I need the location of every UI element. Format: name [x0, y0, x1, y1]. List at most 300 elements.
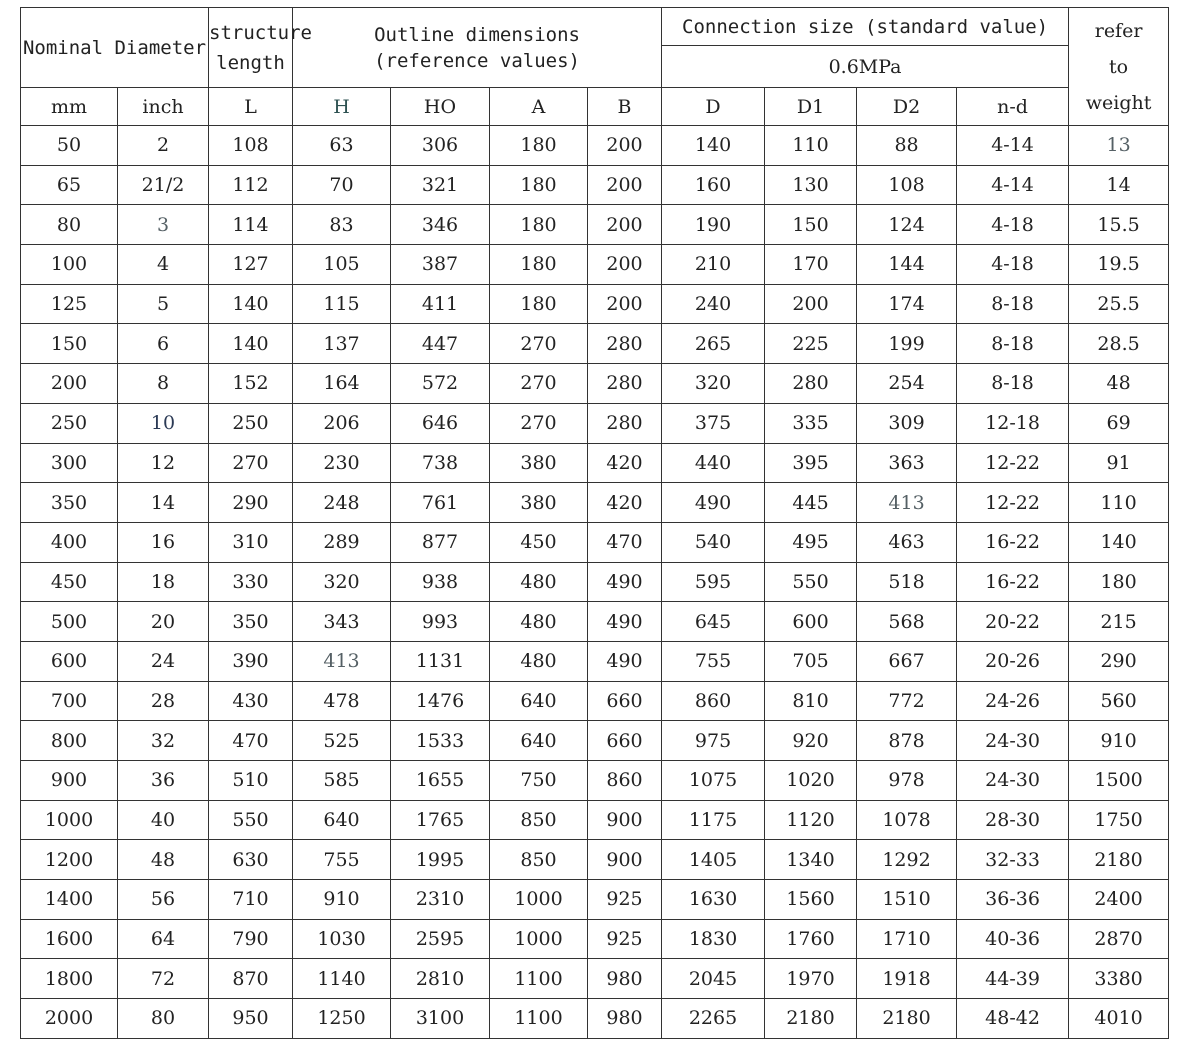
- cell-D: 265: [662, 324, 765, 364]
- cell-weight: 140: [1069, 522, 1169, 562]
- cell-B: 470: [588, 522, 662, 562]
- cell-weight: 215: [1069, 602, 1169, 642]
- header-length: length: [216, 51, 285, 74]
- cell-D: 375: [662, 403, 765, 443]
- cell-B: 925: [588, 919, 662, 959]
- cell-B: 420: [588, 443, 662, 483]
- cell-D2: 878: [857, 721, 957, 761]
- cell-weight: 3380: [1069, 959, 1169, 999]
- cell-D1: 1760: [765, 919, 857, 959]
- cell-A: 180: [490, 205, 588, 245]
- cell-weight: 180: [1069, 562, 1169, 602]
- cell-L: 470: [209, 721, 293, 761]
- cell-HO: 346: [391, 205, 490, 245]
- cell-n-d: 20-22: [957, 602, 1069, 642]
- cell-H: 1030: [293, 919, 391, 959]
- cell-H: 164: [293, 364, 391, 404]
- cell-D: 1175: [662, 800, 765, 840]
- cell-D: 540: [662, 522, 765, 562]
- header-pressure: 0.6MPa: [662, 46, 1069, 88]
- cell-D2: 88: [857, 126, 957, 166]
- header-col-D2: D2: [857, 88, 957, 126]
- cell-D2: 1918: [857, 959, 957, 999]
- cell-D2: 363: [857, 443, 957, 483]
- cell-B: 490: [588, 602, 662, 642]
- cell-B: 925: [588, 880, 662, 920]
- cell-mm: 100: [21, 245, 118, 285]
- cell-inch: 10: [118, 403, 209, 443]
- cell-inch: 16: [118, 522, 209, 562]
- cell-mm: 900: [21, 761, 118, 801]
- cell-B: 280: [588, 324, 662, 364]
- cell-B: 980: [588, 959, 662, 999]
- cell-D: 1630: [662, 880, 765, 920]
- cell-H: 137: [293, 324, 391, 364]
- cell-inch: 8: [118, 364, 209, 404]
- cell-HO: 306: [391, 126, 490, 166]
- cell-HO: 387: [391, 245, 490, 285]
- cell-D2: 144: [857, 245, 957, 285]
- cell-n-d: 48-42: [957, 999, 1069, 1039]
- header-col-mm: mm: [21, 88, 118, 126]
- cell-H: 248: [293, 483, 391, 523]
- header-outline-line-1: Outline dimensions: [374, 23, 580, 46]
- cell-A: 850: [490, 840, 588, 880]
- cell-mm: 200: [21, 364, 118, 404]
- cell-weight: 2180: [1069, 840, 1169, 880]
- header-refer-to-weight: [1069, 8, 1169, 126]
- table-row: [21, 721, 1169, 761]
- table-row: [21, 761, 1169, 801]
- cell-HO: 1131: [391, 641, 490, 681]
- cell-D1: 810: [765, 681, 857, 721]
- cell-inch: 18: [118, 562, 209, 602]
- cell-D: 210: [662, 245, 765, 285]
- cell-L: 510: [209, 761, 293, 801]
- cell-D1: 600: [765, 602, 857, 642]
- cell-B: 420: [588, 483, 662, 523]
- cell-H: 525: [293, 721, 391, 761]
- table-row: [21, 641, 1169, 681]
- cell-HO: 447: [391, 324, 490, 364]
- cell-L: 114: [209, 205, 293, 245]
- cell-n-d: 24-30: [957, 761, 1069, 801]
- cell-D1: 200: [765, 284, 857, 324]
- cell-mm: 250: [21, 403, 118, 443]
- cell-H: 70: [293, 165, 391, 205]
- cell-n-d: 36-36: [957, 880, 1069, 920]
- cell-HO: 2810: [391, 959, 490, 999]
- cell-B: 490: [588, 562, 662, 602]
- cell-mm: 600: [21, 641, 118, 681]
- cell-mm: 150: [21, 324, 118, 364]
- cell-D2: 1710: [857, 919, 957, 959]
- cell-L: 310: [209, 522, 293, 562]
- cell-mm: 1600: [21, 919, 118, 959]
- table-row: [21, 364, 1169, 404]
- header-col-B: B: [588, 88, 662, 126]
- cell-n-d: 32-33: [957, 840, 1069, 880]
- cell-H: 230: [293, 443, 391, 483]
- header-row-1: [21, 8, 1169, 46]
- cell-n-d: 8-18: [957, 284, 1069, 324]
- cell-inch: 20: [118, 602, 209, 642]
- cell-D2: 518: [857, 562, 957, 602]
- cell-L: 870: [209, 959, 293, 999]
- cell-n-d: 4-18: [957, 205, 1069, 245]
- cell-D2: 124: [857, 205, 957, 245]
- header-refer: refer: [1094, 19, 1143, 42]
- table-body: [21, 8, 1169, 1039]
- cell-mm: 450: [21, 562, 118, 602]
- cell-HO: 993: [391, 602, 490, 642]
- cell-L: 790: [209, 919, 293, 959]
- cell-HO: 2310: [391, 880, 490, 920]
- cell-D2: 413: [857, 483, 957, 523]
- cell-L: 390: [209, 641, 293, 681]
- cell-mm: 350: [21, 483, 118, 523]
- cell-D2: 309: [857, 403, 957, 443]
- cell-D: 975: [662, 721, 765, 761]
- cell-H: 343: [293, 602, 391, 642]
- cell-A: 640: [490, 721, 588, 761]
- cell-D: 595: [662, 562, 765, 602]
- cell-D2: 1510: [857, 880, 957, 920]
- cell-D2: 199: [857, 324, 957, 364]
- cell-mm: 1800: [21, 959, 118, 999]
- cell-D: 160: [662, 165, 765, 205]
- cell-B: 860: [588, 761, 662, 801]
- cell-D: 2265: [662, 999, 765, 1039]
- header-col-L: L: [209, 88, 293, 126]
- cell-D1: 170: [765, 245, 857, 285]
- cell-D: 1405: [662, 840, 765, 880]
- cell-inch: 3: [118, 205, 209, 245]
- cell-n-d: 8-18: [957, 364, 1069, 404]
- header-col-n-d: n-d: [957, 88, 1069, 126]
- cell-A: 180: [490, 284, 588, 324]
- cell-H: 478: [293, 681, 391, 721]
- cell-inch: 14: [118, 483, 209, 523]
- cell-D1: 495: [765, 522, 857, 562]
- cell-weight: 2870: [1069, 919, 1169, 959]
- cell-A: 270: [490, 403, 588, 443]
- table-row: [21, 205, 1169, 245]
- cell-H: 1250: [293, 999, 391, 1039]
- cell-D2: 2180: [857, 999, 957, 1039]
- cell-D1: 395: [765, 443, 857, 483]
- header-weight: weight: [1085, 91, 1152, 114]
- cell-A: 180: [490, 165, 588, 205]
- cell-H: 413: [293, 641, 391, 681]
- cell-HO: 321: [391, 165, 490, 205]
- cell-A: 480: [490, 641, 588, 681]
- cell-H: 105: [293, 245, 391, 285]
- cell-n-d: 4-14: [957, 165, 1069, 205]
- cell-A: 380: [490, 483, 588, 523]
- cell-B: 490: [588, 641, 662, 681]
- cell-mm: 50: [21, 126, 118, 166]
- cell-inch: 72: [118, 959, 209, 999]
- cell-mm: 300: [21, 443, 118, 483]
- cell-B: 900: [588, 800, 662, 840]
- cell-mm: 1000: [21, 800, 118, 840]
- cell-HO: 1655: [391, 761, 490, 801]
- cell-mm: 65: [21, 165, 118, 205]
- cell-D1: 2180: [765, 999, 857, 1039]
- cell-L: 330: [209, 562, 293, 602]
- header-col-D1: D1: [765, 88, 857, 126]
- cell-inch: 64: [118, 919, 209, 959]
- cell-B: 200: [588, 205, 662, 245]
- cell-inch: 40: [118, 800, 209, 840]
- cell-weight: 290: [1069, 641, 1169, 681]
- cell-mm: 80: [21, 205, 118, 245]
- table-row: [21, 880, 1169, 920]
- cell-HO: 572: [391, 364, 490, 404]
- cell-L: 430: [209, 681, 293, 721]
- cell-A: 1100: [490, 959, 588, 999]
- cell-weight: 1750: [1069, 800, 1169, 840]
- table-row: [21, 403, 1169, 443]
- cell-weight: 13: [1069, 126, 1169, 166]
- cell-D: 190: [662, 205, 765, 245]
- cell-mm: 125: [21, 284, 118, 324]
- cell-weight: 28.5: [1069, 324, 1169, 364]
- cell-D1: 920: [765, 721, 857, 761]
- cell-n-d: 20-26: [957, 641, 1069, 681]
- cell-H: 83: [293, 205, 391, 245]
- header-col-H: H: [293, 88, 391, 126]
- cell-H: 755: [293, 840, 391, 880]
- cell-D: 320: [662, 364, 765, 404]
- cell-mm: 1200: [21, 840, 118, 880]
- table-row: [21, 483, 1169, 523]
- cell-HO: 1765: [391, 800, 490, 840]
- cell-n-d: 4-18: [957, 245, 1069, 285]
- cell-mm: 500: [21, 602, 118, 642]
- cell-B: 200: [588, 284, 662, 324]
- cell-inch: 5: [118, 284, 209, 324]
- cell-HO: 1476: [391, 681, 490, 721]
- cell-n-d: 40-36: [957, 919, 1069, 959]
- cell-L: 710: [209, 880, 293, 920]
- cell-A: 450: [490, 522, 588, 562]
- cell-HO: 2595: [391, 919, 490, 959]
- cell-n-d: 8-18: [957, 324, 1069, 364]
- cell-H: 206: [293, 403, 391, 443]
- header-col-HO: HO: [391, 88, 490, 126]
- cell-H: 115: [293, 284, 391, 324]
- cell-A: 750: [490, 761, 588, 801]
- cell-H: 910: [293, 880, 391, 920]
- cell-D1: 705: [765, 641, 857, 681]
- cell-D2: 772: [857, 681, 957, 721]
- table-row: [21, 800, 1169, 840]
- cell-D: 440: [662, 443, 765, 483]
- table-row: [21, 681, 1169, 721]
- cell-L: 250: [209, 403, 293, 443]
- cell-A: 180: [490, 126, 588, 166]
- cell-A: 180: [490, 245, 588, 285]
- cell-B: 200: [588, 165, 662, 205]
- cell-mm: 400: [21, 522, 118, 562]
- cell-L: 350: [209, 602, 293, 642]
- table-row: [21, 165, 1169, 205]
- spec-table-container: [20, 7, 1169, 1039]
- cell-H: 585: [293, 761, 391, 801]
- cell-weight: 25.5: [1069, 284, 1169, 324]
- cell-mm: 700: [21, 681, 118, 721]
- cell-B: 280: [588, 403, 662, 443]
- cell-H: 320: [293, 562, 391, 602]
- cell-D1: 1020: [765, 761, 857, 801]
- cell-mm: 800: [21, 721, 118, 761]
- cell-D1: 225: [765, 324, 857, 364]
- cell-n-d: 16-22: [957, 522, 1069, 562]
- table-row: [21, 443, 1169, 483]
- cell-A: 270: [490, 324, 588, 364]
- cell-B: 660: [588, 721, 662, 761]
- header-outline-dimensions: [293, 8, 662, 88]
- table-row: [21, 245, 1169, 285]
- cell-D1: 130: [765, 165, 857, 205]
- cell-weight: 91: [1069, 443, 1169, 483]
- cell-H: 640: [293, 800, 391, 840]
- cell-H: 289: [293, 522, 391, 562]
- cell-mm: 1400: [21, 880, 118, 920]
- cell-A: 850: [490, 800, 588, 840]
- cell-inch: 48: [118, 840, 209, 880]
- cell-D2: 254: [857, 364, 957, 404]
- cell-inch: 32: [118, 721, 209, 761]
- cell-A: 1000: [490, 880, 588, 920]
- cell-H: 1140: [293, 959, 391, 999]
- cell-D2: 568: [857, 602, 957, 642]
- cell-L: 140: [209, 284, 293, 324]
- cell-D1: 445: [765, 483, 857, 523]
- cell-H: 63: [293, 126, 391, 166]
- cell-D2: 1078: [857, 800, 957, 840]
- header-col-inch: inch: [118, 88, 209, 126]
- cell-weight: 48: [1069, 364, 1169, 404]
- cell-HO: 411: [391, 284, 490, 324]
- cell-B: 200: [588, 245, 662, 285]
- cell-weight: 1500: [1069, 761, 1169, 801]
- cell-B: 660: [588, 681, 662, 721]
- cell-weight: 19.5: [1069, 245, 1169, 285]
- cell-L: 290: [209, 483, 293, 523]
- header-row-3: [21, 88, 1169, 126]
- cell-weight: 15.5: [1069, 205, 1169, 245]
- cell-L: 630: [209, 840, 293, 880]
- cell-HO: 1533: [391, 721, 490, 761]
- cell-n-d: 4-14: [957, 126, 1069, 166]
- cell-weight: 4010: [1069, 999, 1169, 1039]
- cell-n-d: 12-22: [957, 443, 1069, 483]
- header-structure-length: [209, 8, 312, 88]
- header-outline-line-2: (reference values): [374, 49, 580, 72]
- header-col-D: D: [662, 88, 765, 126]
- header-col-A: A: [490, 88, 588, 126]
- table-row: [21, 959, 1169, 999]
- cell-inch: 4: [118, 245, 209, 285]
- cell-D1: 1340: [765, 840, 857, 880]
- cell-inch: 12: [118, 443, 209, 483]
- cell-B: 280: [588, 364, 662, 404]
- cell-HO: 761: [391, 483, 490, 523]
- cell-n-d: 24-30: [957, 721, 1069, 761]
- cell-weight: 560: [1069, 681, 1169, 721]
- cell-D1: 1970: [765, 959, 857, 999]
- cell-n-d: 44-39: [957, 959, 1069, 999]
- cell-A: 1000: [490, 919, 588, 959]
- cell-A: 380: [490, 443, 588, 483]
- cell-L: 270: [209, 443, 293, 483]
- cell-B: 200: [588, 126, 662, 166]
- table-row: [21, 919, 1169, 959]
- cell-B: 900: [588, 840, 662, 880]
- cell-L: 108: [209, 126, 293, 166]
- cell-weight: 69: [1069, 403, 1169, 443]
- header-to: to: [1109, 55, 1129, 78]
- cell-inch: 56: [118, 880, 209, 920]
- table-row: [21, 284, 1169, 324]
- table-row: [21, 522, 1169, 562]
- cell-L: 152: [209, 364, 293, 404]
- header-nominal-diameter: Nominal Diameter: [21, 8, 209, 88]
- cell-D: 860: [662, 681, 765, 721]
- cell-A: 480: [490, 562, 588, 602]
- cell-HO: 646: [391, 403, 490, 443]
- cell-weight: 110: [1069, 483, 1169, 523]
- cell-D1: 110: [765, 126, 857, 166]
- cell-HO: 877: [391, 522, 490, 562]
- cell-L: 127: [209, 245, 293, 285]
- cell-D: 490: [662, 483, 765, 523]
- cell-weight: 2400: [1069, 880, 1169, 920]
- header-connection-size: Connection size (standard value): [662, 8, 1069, 46]
- cell-inch: 80: [118, 999, 209, 1039]
- cell-D2: 978: [857, 761, 957, 801]
- cell-inch: 21/2: [118, 165, 209, 205]
- cell-n-d: 24-26: [957, 681, 1069, 721]
- table-row: [21, 562, 1169, 602]
- cell-D2: 1292: [857, 840, 957, 880]
- cell-A: 480: [490, 602, 588, 642]
- cell-D2: 174: [857, 284, 957, 324]
- cell-weight: 910: [1069, 721, 1169, 761]
- table-row: [21, 999, 1169, 1039]
- cell-inch: 2: [118, 126, 209, 166]
- cell-D1: 550: [765, 562, 857, 602]
- cell-mm: 2000: [21, 999, 118, 1039]
- header-structure: structure: [209, 21, 312, 44]
- cell-L: 550: [209, 800, 293, 840]
- cell-D: 240: [662, 284, 765, 324]
- cell-D1: 335: [765, 403, 857, 443]
- cell-HO: 738: [391, 443, 490, 483]
- cell-D: 1075: [662, 761, 765, 801]
- cell-D1: 1120: [765, 800, 857, 840]
- cell-n-d: 28-30: [957, 800, 1069, 840]
- cell-D: 2045: [662, 959, 765, 999]
- cell-D1: 280: [765, 364, 857, 404]
- cell-D2: 463: [857, 522, 957, 562]
- cell-n-d: 12-22: [957, 483, 1069, 523]
- cell-D2: 108: [857, 165, 957, 205]
- cell-D: 1830: [662, 919, 765, 959]
